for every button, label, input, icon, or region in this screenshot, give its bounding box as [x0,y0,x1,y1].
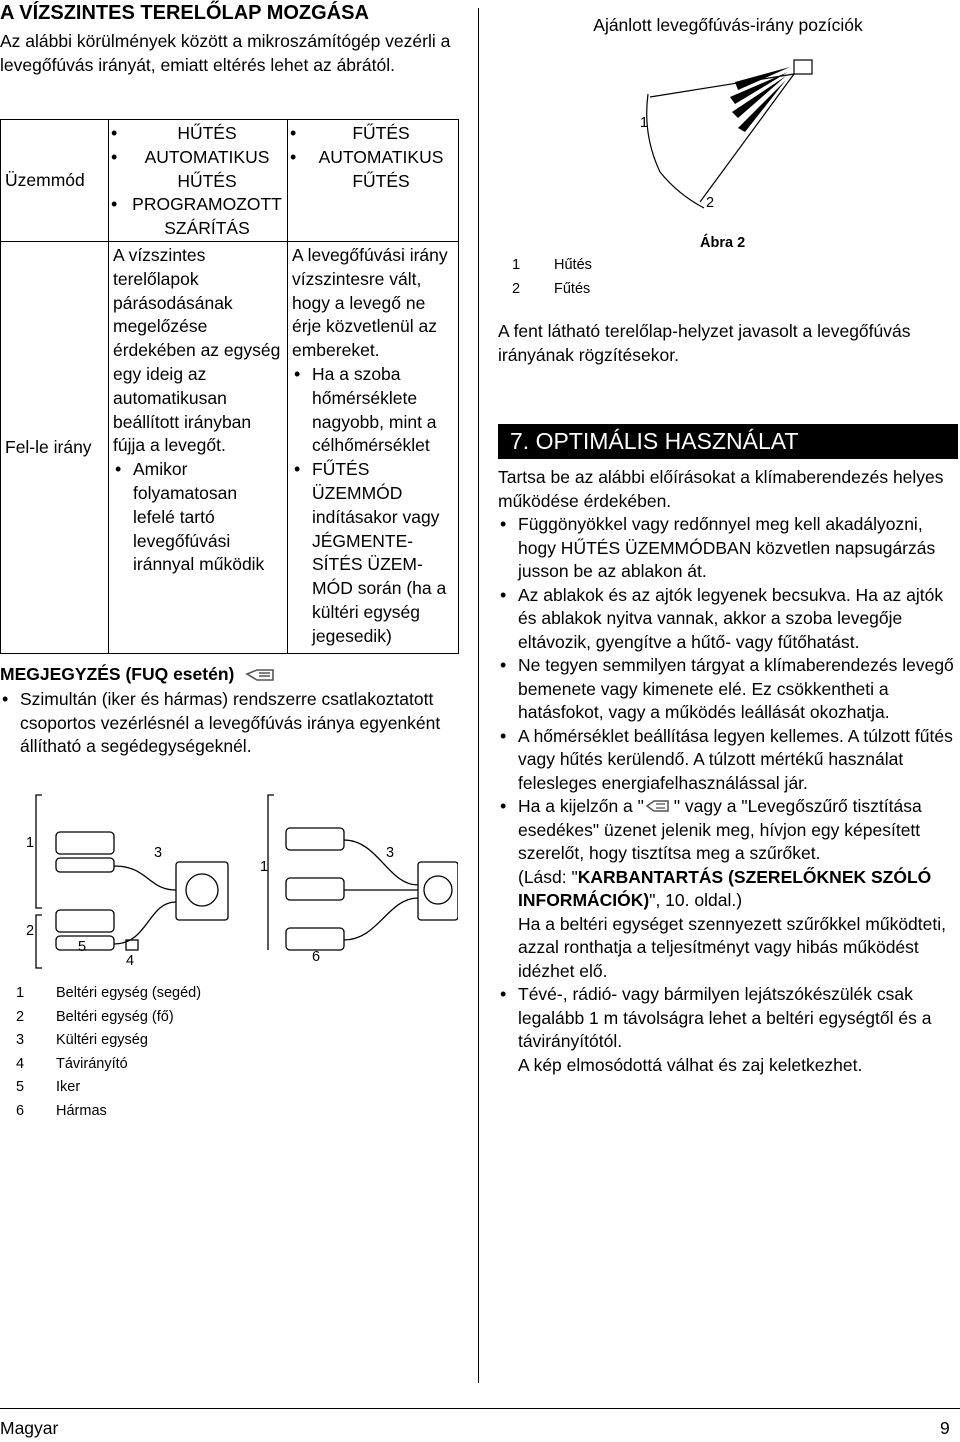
section-heading: A VÍZSZINTES TERELŐLAP MOZGÁSA [0,2,369,24]
legend-row: 3 Kültéri egység [16,1032,148,1049]
advice-item: • Az ablakok és az ajtók legyenek becsukva. Ha az ajtók és ablakok nyitva vannak, akkor a szoba levegője eltávozik, gyengítve a hűtő- vagy fűtőhatást. [498,584,956,655]
advice-item: • Függönyökkel vagy redőnnyel meg kell akadályozni, hogy HŰTÉS ÜZEMMÓDBAN közvetlen napsugárzás jusson be az ablakon át. [498,513,956,584]
note-title: MEGJEGYZÉS (FUQ esetén) [0,664,235,684]
legend-row: 4 Távirányító [16,1055,128,1072]
heating-description-cell [288,242,459,654]
heating-condition: • FŰTÉS ÜZEMMÓD indításakor vagy JÉGMENTE-SÍTÉS ÜZEM-MÓD során (ha a kültéri egység jegesedik) [292,458,452,648]
note-heading [0,664,279,685]
section-title: 7. OPTIMÁLIS HASZNÁLAT [498,424,958,459]
cooling-modes-cell [109,120,288,242]
figure-label: 4 [126,953,135,969]
legend-row: 2 Beltéri egység (fő) [16,1008,174,1025]
mode-item: • PROGRAMOZOTT SZÁRÍTÁS [109,193,287,241]
row-label-direction: Fel-le irány [1,242,109,654]
figure-label: 3 [386,845,395,861]
mode-item: • AUTOMATIKUS HŰTÉS [109,146,287,194]
legend-row: 1 Beltéri egység (segéd) [16,985,202,1001]
mode-item: • AUTOMATIKUS FŰTÉS [288,146,458,194]
note-bullet: • Szimultán (iker és hármas) rendszerre csatlakoztatott csoportos vezérlésnél a levegőfúvás iránya egyenként állítható a segédegységeknél. [0,688,470,759]
column-divider [478,8,479,1383]
legend-row: 1 Hűtés [512,257,592,273]
legend-row: 2 Fűtés [512,280,591,297]
heating-modes-cell [288,120,459,242]
heating-description: A levegőfúvási irány vízszintesre vált, hogy a levegő ne érje közvetlenül az embereket. [292,245,448,361]
intro-paragraph: Az alábbi körülmények között a mikroszámítógép vezérli a levegőfúvás irányát, emiatt eltérés lehet az ábrától. [0,31,451,75]
figure-label: 1 [26,835,35,851]
cooling-description: A vízszintes terelőlapok párásodásának megelőzése érdekében az egység egy ideig az automatikusan beállított irányban fújja a levegőt. [113,245,281,456]
hand-note-icon [245,664,279,684]
advice-item-filter: • Ha a kijelzőn a " " vagy a "Levegőszűrő tisztítása esedékes" üzenet jelenik meg, hívjon egy képesített szerelőt, hogy tisztítsa meg a szűrőket. (Lásd: "KARBANTARTÁS (SZERELŐKNEK SZÓLÓ INFORMÁCIÓK)", 10. oldal.) Ha a beltéri egységet szennyezett szűrőkkel működteti, azzal ronthatja a teljesítményt vagy hibás működést idézhet elő. [498,795,956,983]
row-label-mode: Üzemmód [1,120,109,242]
filter-warning-icon [644,797,674,815]
advice-item-tv: • Tévé-, rádió- vagy bármilyen lejátszókészülék csak legalább 1 m távolságra lehet a beltéri egységtől és a távirányítótól. A kép elmosódottá válhat és zaj keletkezhet. [498,983,956,1077]
advice-item: • Ne tegyen semmilyen tárgyat a klímaberendezés levegő bemenete vagy kimenete elé. Ez csökkentheti a hatásfokot, vagy a működés leállását okozhatja. [498,654,956,725]
mode-item: • FŰTÉS [288,122,458,146]
filter-consequence: Ha a beltéri egységet szennyezett szűrőkkel működteti, azzal ronthatja a teljesítményt vagy hibás működést idézhet elő. [518,913,946,981]
mode-item: • HŰTÉS [109,122,287,146]
figure-legend [16,982,201,1124]
mode-table [0,119,459,654]
legend-row: 6 Hármas [16,1102,107,1119]
heating-condition: • Ha a szoba hőmérséklete nagyobb, mint a célhőmérséklet [292,363,452,458]
page-number: 9 [940,1418,950,1438]
figure-label: 2 [26,923,35,939]
section-intro: Tartsa be az alábbi előírásokat a klímaberendezés helyes működése érdekében. [498,467,944,511]
optimal-use-content [498,466,956,1077]
figure-label: 1 [640,115,649,131]
figure-title: Ajánlott levegőfúvás-irány pozíciók [593,15,863,35]
figure-label: 1 [260,859,269,875]
filter-reference: (Lásd: "KARBANTARTÁS (SZERELŐKNEK SZÓLÓ INFORMÁCIÓK)", 10. oldal.) [518,866,932,910]
footer-language: Magyar [0,1418,59,1438]
airflow-legend [512,254,592,301]
cooling-description-cell [109,242,288,654]
figure-label: 2 [706,195,715,211]
figure-label: 6 [312,949,321,965]
figure-label: 5 [78,939,87,955]
figure-label: 3 [154,845,163,861]
cooling-condition: • Amikor folyamatosan lefelé tartó levegőfúvási iránnyal működik [113,458,281,577]
figure-note: A fent látható terelőlap-helyzet javasolt a levegőfúvás irányának rögzítésekor. [498,321,911,365]
footer-rule [0,1408,960,1409]
advice-item: • A hőmérséklet beállítása legyen kellemes. A túlzott fűtés vagy hűtés kerülendő. A túlzott mértékű használat felesleges energiafelhasználással jár. [498,725,956,796]
figure-caption: Ábra 2 [700,235,746,251]
legend-row: 5 Iker [16,1079,81,1096]
airflow-direction-diagram [620,52,820,232]
